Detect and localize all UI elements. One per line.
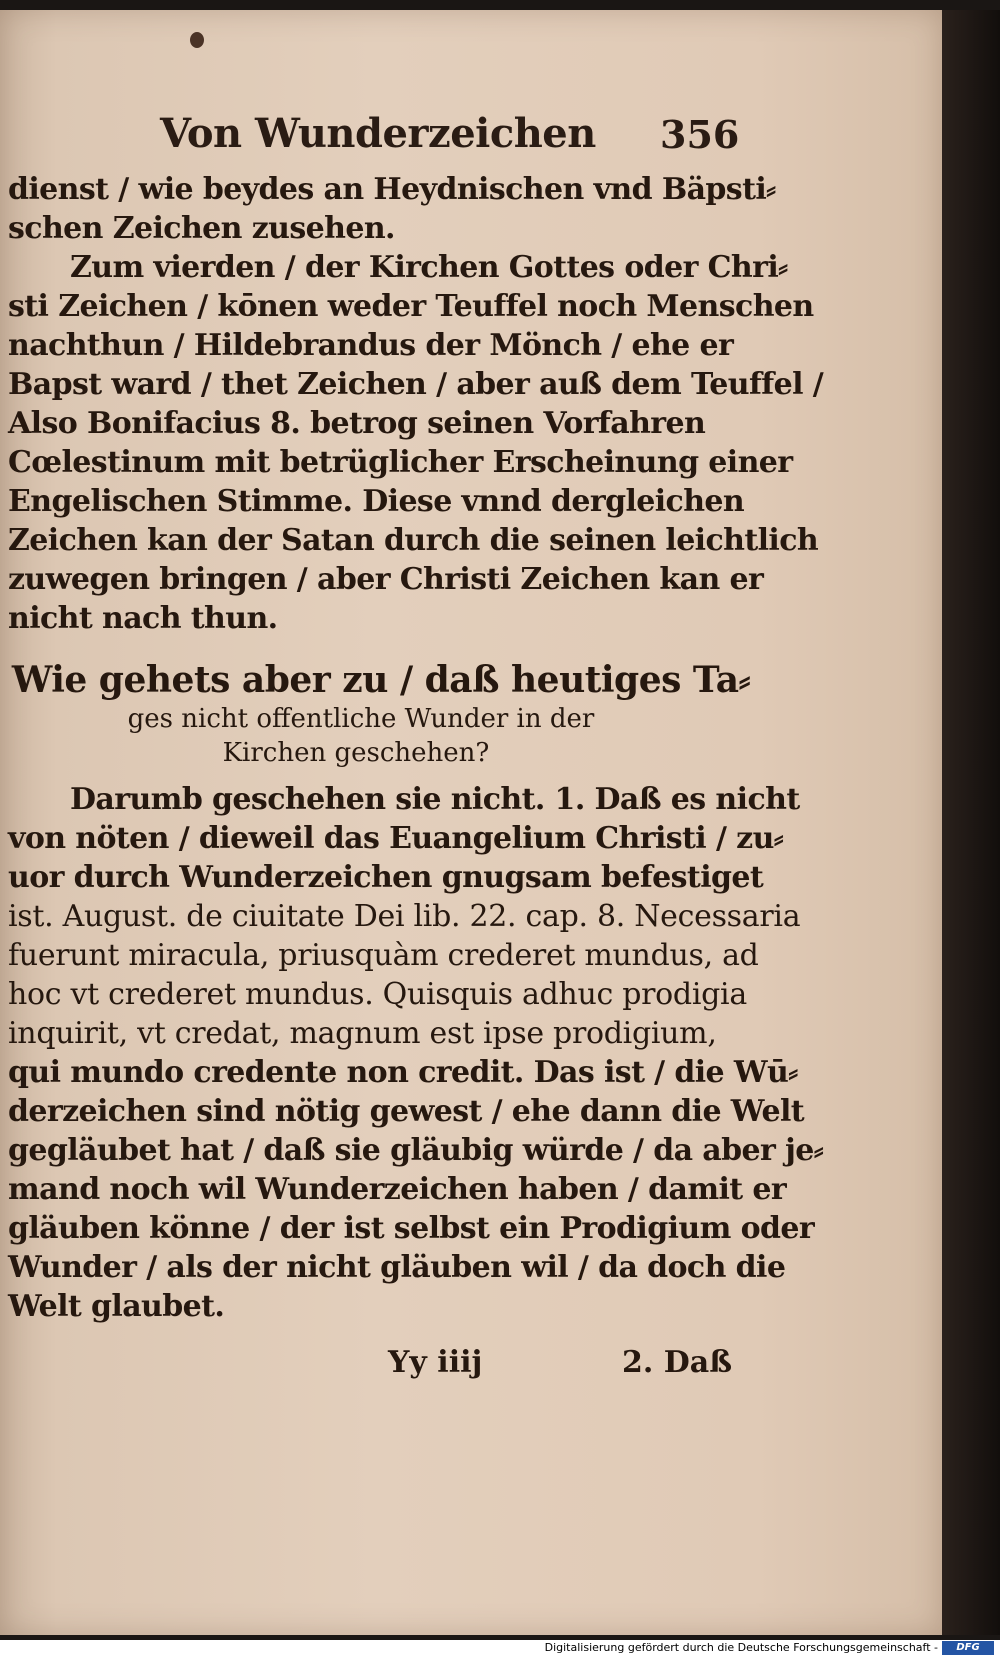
book-spine	[942, 10, 1000, 1635]
catchword: 2. Daß	[622, 1345, 733, 1380]
page-number: 356	[660, 112, 740, 157]
text-line: fuerunt miracula, priusquàm crederet mundus, ad	[8, 938, 759, 973]
text-line: gegläubet hat / daß sie gläubig würde / da aber je⸗	[8, 1133, 824, 1168]
text-line: gläuben könne / der ist selbst ein Prodigium oder	[8, 1211, 815, 1246]
heading-line-1: Wie gehets aber zu / daß heutiges Ta⸗	[11, 659, 751, 701]
dfg-logo[interactable]: DFG	[942, 1641, 994, 1655]
text-line: dienst / wie beydes an Heydnischen vnd Bäpsti⸗	[8, 172, 776, 207]
text-line: Zeichen kan der Satan durch die seinen leichtlich	[8, 523, 819, 558]
text-line: Welt glaubet.	[8, 1289, 225, 1324]
text-line: Engelischen Stimme. Diese vnnd dergleichen	[8, 484, 745, 519]
paper-hole	[190, 32, 204, 48]
paragraph-1	[8, 170, 824, 638]
text-line: nachthun / Hildebrandus der Mönch / ehe er	[8, 328, 734, 363]
text-line: schen Zeichen zusehen.	[8, 211, 395, 246]
page-header	[0, 108, 942, 164]
paragraph-2	[8, 780, 824, 1326]
section-heading	[0, 658, 942, 770]
text-line: zuwegen bringen / aber Christi Zeichen kan er	[8, 562, 764, 597]
footer-credit: Digitalisierung gefördert durch die Deutsche Forschungsgemeinschaft -	[544, 1641, 938, 1654]
text-line: mand noch wil Wunderzeichen haben / damit er	[8, 1172, 787, 1207]
signature-mark: Yy iiij	[388, 1345, 483, 1380]
catchline	[0, 1345, 942, 1385]
text-line: inquirit, vt credat, magnum est ipse prodigium,	[8, 1016, 717, 1051]
heading-line-3: Kirchen geschehen?	[222, 738, 490, 768]
heading-line-2: ges nicht offentliche Wunder in der	[127, 704, 595, 734]
text-line: sti Zeichen / kōnen weder Teuffel noch Menschen	[8, 289, 814, 324]
text-line: Zum vierden / der Kirchen Gottes oder Chri⸗	[70, 250, 788, 285]
digitization-footer	[0, 1640, 1000, 1657]
text-line: von nöten / dieweil das Euangelium Christi / zu⸗	[8, 821, 784, 856]
running-title: Von Wunderzeichen	[160, 110, 596, 157]
text-line: derzeichen sind nötig gewest / ehe dann die Welt	[8, 1094, 804, 1129]
text-line: nicht nach thun.	[8, 601, 278, 636]
text-line: Wunder / als der nicht gläuben wil / da doch die	[8, 1250, 786, 1285]
text-line: Bapst ward / thet Zeichen / aber auß dem Teuffel /	[8, 367, 824, 402]
text-line: Darumb geschehen sie nicht. 1. Daß es nicht	[70, 782, 800, 817]
text-line: uor durch Wunderzeichen gnugsam befestiget	[8, 860, 764, 895]
text-line: Also Bonifacius 8. betrog seinen Vorfahren	[8, 406, 706, 441]
text-line: Cœlestinum mit betrüglicher Erscheinung einer	[8, 445, 793, 480]
text-line: qui mundo credente non credit. Das ist / die Wū⸗	[8, 1055, 798, 1090]
text-line: ist. August. de ciuitate Dei lib. 22. cap. 8. Necessaria	[8, 899, 801, 934]
text-line: hoc vt crederet mundus. Quisquis adhuc prodigia	[8, 977, 747, 1012]
